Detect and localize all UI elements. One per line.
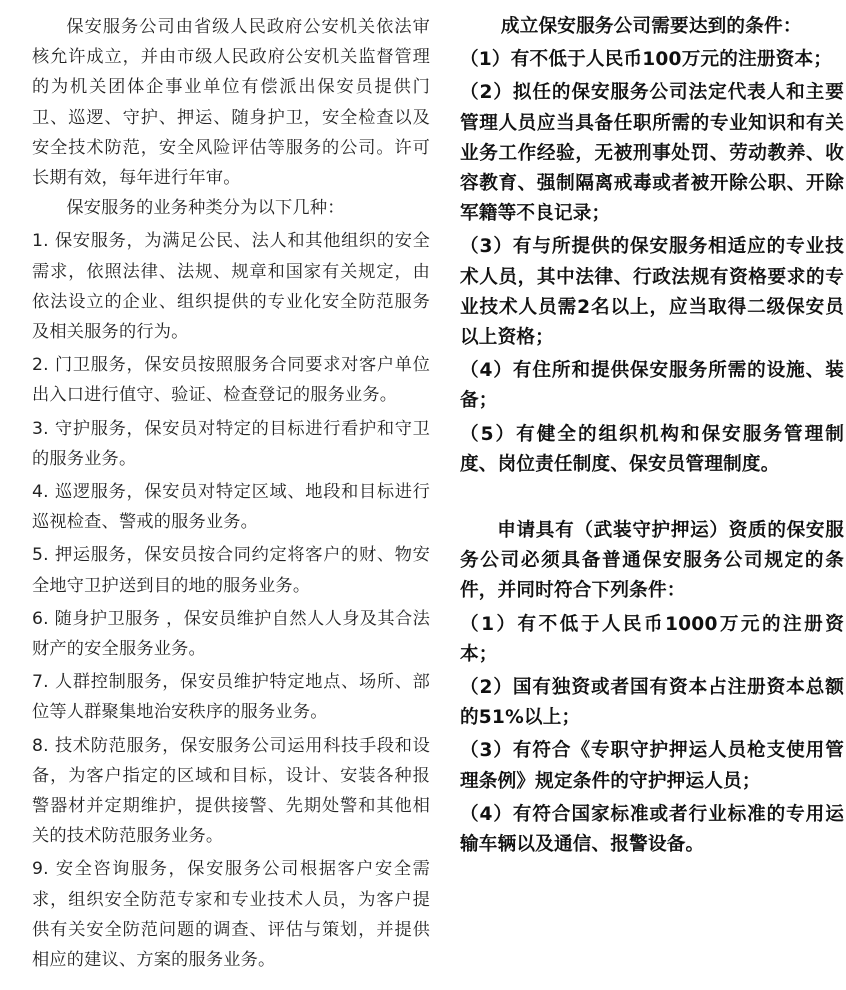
service-type-item: 9. 安全咨询服务，保安服务公司根据客户安全需求，组织安全防范专家和专业技术人员，为客户提供有关安全防范问题的调查、评估与策划，并提供相应的建议、方案的服务业务。 [32,859,430,971]
service-type-item: 7. 人群控制服务，保安员维护特定地点、场所、部位等人群聚集地治安秩序的服务业务。 [32,672,430,723]
condition-item: （5）有健全的组织机构和保安服务管理制度、岗位责任制度、保安员管理制度。 [460,423,844,475]
armed-condition-item: （3）有符合《专职守护押运人员枪支使用管理条例》规定条件的守护押运人员； [460,740,844,792]
service-types-heading: 保安服务的业务种类分为以下几种： [66,198,345,219]
intro-paragraph: 保安服务公司由省级人民政府公安机关依法审核允许成立，并由市级人民政府公安机关监督管理的为机关团体企事业单位有偿派出保安员提供门卫、巡逻、守护、押运、随身护卫，安全检查以及安全技术防范，安全风险评估等服务的公司。许可长期有效，每年进行年审。 [32,17,430,189]
service-type-item: 4. 巡逻服务，保安员对特定区域、地段和目标进行巡视检查、警戒的服务业务。 [32,482,430,533]
service-type-item: 3. 守护服务，保安员对特定的目标进行看护和守卫的服务业务。 [32,418,430,469]
condition-item: （2）拟任的保安服务公司法定代表人和主要管理人员应当具备任职所需的专业知识和有关业务工作经验，无被刑事处罚、劳动教养、收容教育、强制隔离戒毒或者被开除公职、开除军籍等不良记录； [460,82,844,225]
service-type-item: 5. 押运服务，保安员按合同约定将客户的财、物安全地守卫护送到目的地的服务业务。 [32,545,430,596]
right-column [460,12,844,860]
armed-condition-item: （4）有符合国家标准或者行业标准的专用运输车辆以及通信、报警设备。 [460,803,844,856]
condition-item: （3）有与所提供的保安服务相适应的专业技术人员，其中法律、行政法规有资格要求的专业技术人员需2名以上，应当取得二级保安员以上资格； [460,236,844,349]
service-type-item: 6. 随身护卫服务 ，保安员维护自然人人身及其合法财产的安全服务业务。 [32,608,430,660]
armed-condition-item: （2）国有独资或者国有资本占注册资本总额的51%以上； [460,677,844,729]
left-column [32,12,430,975]
armed-condition-item: （1）有不低于人民币1000万元的注册资本； [460,613,844,665]
service-type-item: 1. 保安服务，为满足公民、法人和其他组织的安全需求，依照法律、法规、规章和国家有关规定，由依法设立的企业、组织提供的专业化安全防范服务及相关服务的行为。 [32,231,430,343]
service-type-item: 8. 技术防范服务，保安服务公司运用科技手段和设备，为客户指定的区域和目标，设计、安装各种报警器材并定期维护，提供接警、先期处警和其他相关的技术防范服务业务。 [32,735,430,847]
conditions-heading: 成立保安服务公司需要达到的条件： [500,16,802,37]
section-spacer [460,480,844,516]
service-type-item: 2. 门卫服务，保安员按照服务合同要求对客户单位出入口进行值守、验证、检查登记的服务业务。 [32,355,430,406]
condition-item: （4）有住所和提供保安服务所需的设施、装备； [460,360,844,412]
condition-item: （1）有不低于人民币100万元的注册资本； [460,49,833,71]
armed-conditions-heading: 申请具有（武装守护押运）资质的保安服务公司必须具备普通保安服务公司规定的条件，并同时符合下列条件： [460,520,844,602]
